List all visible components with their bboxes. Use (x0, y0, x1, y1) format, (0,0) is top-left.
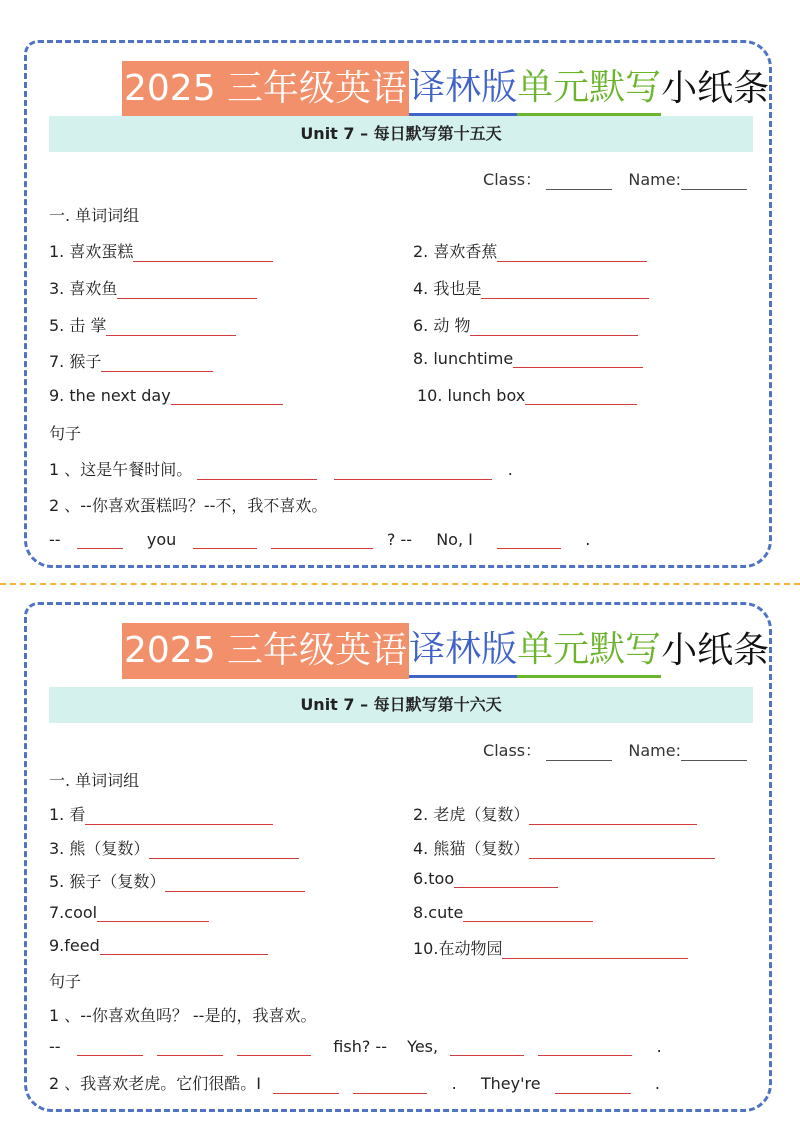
word-item: 2. 喜欢香蕉 (413, 239, 647, 262)
answer-blank[interactable] (538, 1039, 632, 1056)
section-sentences-heading: 句子 (49, 972, 82, 991)
answer-blank[interactable] (481, 282, 649, 299)
answer-blank[interactable] (497, 245, 647, 262)
answer-blank[interactable] (454, 871, 558, 888)
answer-blank[interactable] (157, 1039, 223, 1056)
class-name-line (483, 738, 747, 761)
class-label: Class： (483, 170, 542, 189)
word-item: 1. 看 (49, 802, 273, 825)
worksheet-title (122, 59, 769, 119)
answer-blank[interactable] (197, 463, 317, 480)
word-item: 3. 喜欢鱼 (49, 276, 257, 299)
word-item: 8. lunchtime (413, 349, 643, 368)
answer-blank[interactable] (271, 532, 373, 549)
word-item: 9.feed (49, 936, 268, 955)
title-edition: 译林版 (409, 625, 517, 678)
sentence-item: 1 、这是午餐时间。 . (49, 460, 513, 479)
class-label: Class： (483, 741, 542, 760)
answer-blank[interactable] (529, 808, 697, 825)
answer-blank[interactable] (463, 905, 593, 922)
word-item: 1. 喜欢蛋糕 (49, 239, 273, 262)
answer-blank[interactable] (555, 1077, 631, 1094)
answer-blank[interactable] (353, 1077, 427, 1094)
answer-blank[interactable] (470, 319, 638, 336)
word-item: 4. 熊猫（复数） (413, 836, 715, 859)
answer-blank[interactable] (193, 532, 257, 549)
section-words-heading: 一. 单词词组 (49, 771, 140, 790)
unit-banner: Unit 7 – 每日默写第十五天 (49, 116, 753, 152)
answer-blank[interactable] (334, 463, 492, 480)
word-item: 5. 击 掌 (49, 313, 236, 336)
answer-blank[interactable] (77, 532, 123, 549)
title-slip: 小纸条 (661, 630, 770, 671)
answer-blank[interactable] (502, 942, 688, 959)
word-item: 7. 猴子 (49, 349, 213, 372)
answer-blank[interactable] (77, 1039, 143, 1056)
title-slip: 小纸条 (661, 68, 770, 109)
class-blank[interactable] (546, 744, 612, 761)
answer-blank[interactable] (450, 1039, 524, 1056)
worksheet-card-day15 (24, 40, 772, 568)
title-year-grade: 2025 三年级英语 (122, 623, 409, 679)
sentence-item: 1 、--你喜欢鱼吗？ --是的，我喜欢。 (49, 1006, 317, 1025)
word-item: 10. lunch box (417, 386, 637, 405)
class-blank[interactable] (546, 173, 612, 190)
answer-blank[interactable] (97, 905, 209, 922)
name-label: Name: (628, 741, 681, 760)
word-item: 8.cute (413, 903, 593, 922)
sentence-item: 2 、--你喜欢蛋糕吗？--不，我不喜欢。 (49, 496, 328, 515)
answer-blank[interactable] (171, 388, 283, 405)
word-item: 10.在动物园 (413, 936, 688, 959)
word-item: 2. 老虎（复数） (413, 802, 697, 825)
title-dictation: 单元默写 (517, 63, 661, 116)
word-item: 9. the next day (49, 386, 283, 405)
answer-blank[interactable] (165, 875, 305, 892)
answer-blank[interactable] (273, 1077, 339, 1094)
answer-blank[interactable] (85, 808, 273, 825)
answer-blank[interactable] (149, 842, 299, 859)
sentence-item: -- fish? -- Yes, . (49, 1037, 662, 1056)
unit-banner: Unit 7 – 每日默写第十六天 (49, 687, 753, 723)
word-item: 5. 猴子（复数） (49, 869, 305, 892)
answer-blank[interactable] (529, 842, 715, 859)
name-label: Name: (628, 170, 681, 189)
word-item: 4. 我也是 (413, 276, 649, 299)
name-blank[interactable] (681, 744, 747, 761)
worksheet-card-day16 (24, 602, 772, 1112)
title-edition: 译林版 (409, 63, 517, 116)
sentence-item: 2 、我喜欢老虎。它们很酷。I . They're . (49, 1074, 661, 1093)
answer-blank[interactable] (100, 938, 268, 955)
word-item: 6.too (413, 869, 558, 888)
sentence-item: -- you ? -- No, I . (49, 530, 591, 549)
answer-blank[interactable] (117, 282, 257, 299)
cut-line (0, 583, 800, 585)
section-words-heading: 一. 单词词组 (49, 206, 140, 225)
answer-blank[interactable] (106, 319, 236, 336)
title-year-grade: 2025 三年级英语 (122, 61, 409, 117)
answer-blank[interactable] (513, 351, 643, 368)
name-blank[interactable] (681, 173, 747, 190)
answer-blank[interactable] (101, 355, 213, 372)
answer-blank[interactable] (133, 245, 273, 262)
answer-blank[interactable] (525, 388, 637, 405)
word-item: 3. 熊（复数） (49, 836, 299, 859)
word-item: 6. 动 物 (413, 313, 638, 336)
title-dictation: 单元默写 (517, 625, 661, 678)
class-name-line (483, 167, 747, 190)
section-sentences-heading: 句子 (49, 424, 82, 443)
worksheet-title (122, 621, 769, 681)
answer-blank[interactable] (497, 532, 561, 549)
answer-blank[interactable] (237, 1039, 311, 1056)
word-item: 7.cool (49, 903, 209, 922)
